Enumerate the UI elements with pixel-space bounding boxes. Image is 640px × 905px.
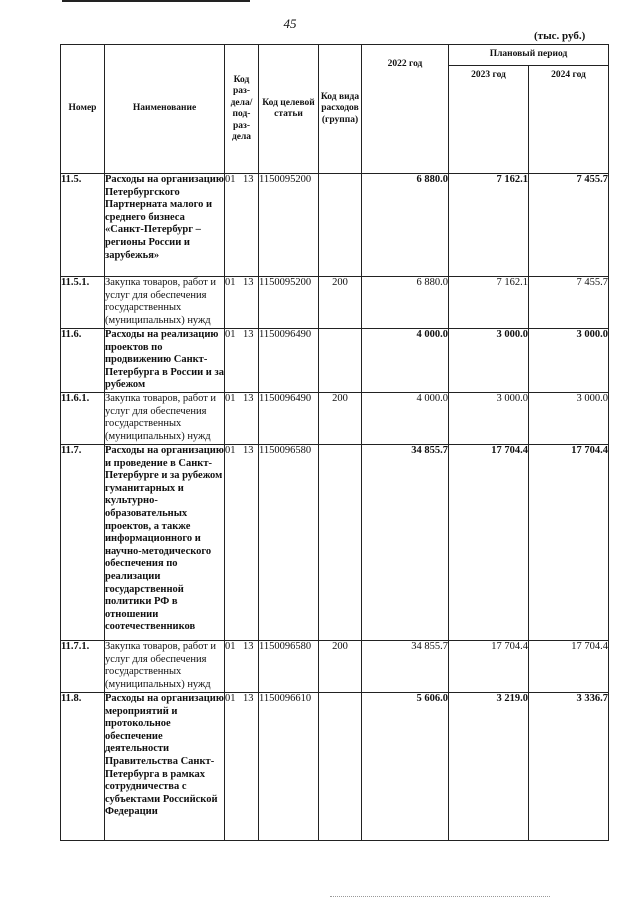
row-number: 11.6. bbox=[61, 329, 105, 393]
row-subsection: 13 bbox=[243, 692, 254, 704]
row-section: 01 bbox=[225, 174, 236, 185]
row-target-article: 1150096490 bbox=[259, 329, 319, 393]
row-expense-kind bbox=[319, 444, 362, 640]
row-value-2022: 4 000.0 bbox=[362, 329, 449, 393]
row-name: Закупка товаров, работ и услуг для обеспечения государственных (муниципальных) нужд bbox=[105, 392, 225, 444]
scan-marks bbox=[330, 896, 550, 898]
table-row bbox=[61, 444, 609, 640]
row-division bbox=[225, 640, 259, 692]
header-year-2022: 2022 год bbox=[362, 45, 449, 174]
row-number: 11.5.1. bbox=[61, 277, 105, 329]
row-value-2023: 3 000.0 bbox=[449, 392, 529, 444]
row-target-article: 1150095200 bbox=[259, 277, 319, 329]
header-division: Код раз- дела/ под- раз- дела bbox=[225, 45, 259, 174]
row-section: 01 bbox=[225, 277, 236, 288]
top-rule bbox=[62, 0, 250, 2]
row-target-article: 1150096490 bbox=[259, 392, 319, 444]
row-division bbox=[225, 277, 259, 329]
row-section: 01 bbox=[225, 392, 236, 404]
row-subsection: 13 bbox=[243, 444, 254, 456]
row-value-2023: 7 162.1 bbox=[449, 174, 529, 277]
row-value-2024: 3 336.7 bbox=[529, 692, 609, 840]
row-value-2022: 6 880.0 bbox=[362, 174, 449, 277]
row-section: 01 bbox=[225, 329, 236, 340]
row-value-2024: 7 455.7 bbox=[529, 174, 609, 277]
row-section: 01 bbox=[225, 444, 236, 456]
row-value-2022: 34 855.7 bbox=[362, 444, 449, 640]
page-number: 45 bbox=[283, 16, 297, 31]
header-name: Наименование bbox=[105, 45, 225, 174]
row-name: Расходы на организацию Петербургского Партнерната малого и среднего бизнеса «Санкт-Петербург – регионы России и зарубежья» bbox=[105, 174, 225, 277]
row-value-2022: 6 880.0 bbox=[362, 277, 449, 329]
row-target-article: 1150096580 bbox=[259, 444, 319, 640]
row-name: Закупка товаров, работ и услуг для обеспечения государственных (муниципальных) нужд bbox=[105, 277, 225, 329]
table-row bbox=[61, 692, 609, 840]
row-number: 11.8. bbox=[61, 692, 105, 840]
row-value-2024: 3 000.0 bbox=[529, 392, 609, 444]
row-value-2022: 4 000.0 bbox=[362, 392, 449, 444]
row-division bbox=[225, 329, 259, 393]
row-target-article: 1150096610 bbox=[259, 692, 319, 840]
header-year-2023: 2023 год bbox=[449, 66, 529, 174]
budget-body bbox=[61, 174, 609, 841]
row-subsection: 13 bbox=[243, 392, 254, 404]
row-number: 11.7. bbox=[61, 444, 105, 640]
row-name: Расходы на реализацию проектов по продвижению Санкт-Петербурга в России и за рубежом bbox=[105, 329, 225, 393]
budget-table bbox=[60, 44, 609, 841]
row-value-2023: 3 000.0 bbox=[449, 329, 529, 393]
row-value-2023: 3 219.0 bbox=[449, 692, 529, 840]
table-row bbox=[61, 329, 609, 393]
row-name: Расходы на организацию мероприятий и протокольное обеспечение деятельности Правительства Санкт-Петербурга в рамках сотрудничества с субъектами Российской Федерации bbox=[105, 692, 225, 840]
row-name: Расходы на организацию и проведение в Санкт-Петербурге и за рубежом гуманитарных и культурно-образовательных проектов, а также информационного и научно-методического обеспечения по реализации государственной политики РФ в отношении соотечественников bbox=[105, 444, 225, 640]
row-value-2024: 17 704.4 bbox=[529, 444, 609, 640]
row-division bbox=[225, 444, 259, 640]
row-section: 01 bbox=[225, 692, 236, 704]
row-expense-kind: 200 bbox=[319, 277, 362, 329]
header-year-2024: 2024 год bbox=[529, 66, 609, 174]
row-value-2024: 7 455.7 bbox=[529, 277, 609, 329]
row-subsection: 13 bbox=[243, 329, 254, 340]
row-value-2022: 34 855.7 bbox=[362, 640, 449, 692]
row-value-2024: 3 000.0 bbox=[529, 329, 609, 393]
table-row bbox=[61, 640, 609, 692]
row-number: 11.6.1. bbox=[61, 392, 105, 444]
row-subsection: 13 bbox=[243, 640, 254, 652]
row-name: Закупка товаров, работ и услуг для обеспечения государственных (муниципальных) нужд bbox=[105, 640, 225, 692]
units-label: (тыс. руб.) bbox=[534, 30, 586, 42]
row-division bbox=[225, 174, 259, 277]
row-value-2023: 7 162.1 bbox=[449, 277, 529, 329]
row-value-2024: 17 704.4 bbox=[529, 640, 609, 692]
table-row bbox=[61, 277, 609, 329]
row-division bbox=[225, 392, 259, 444]
header-planned-period: Плановый период bbox=[449, 45, 609, 66]
row-expense-kind: 200 bbox=[319, 392, 362, 444]
table-row bbox=[61, 174, 609, 277]
row-target-article: 1150096580 bbox=[259, 640, 319, 692]
table-row bbox=[61, 392, 609, 444]
row-expense-kind bbox=[319, 174, 362, 277]
header-number: Номер bbox=[61, 45, 105, 174]
row-value-2023: 17 704.4 bbox=[449, 640, 529, 692]
row-target-article: 1150095200 bbox=[259, 174, 319, 277]
row-section: 01 bbox=[225, 640, 236, 652]
row-value-2022: 5 606.0 bbox=[362, 692, 449, 840]
header-expense-kind: Код вида расходов (группа) bbox=[319, 45, 362, 174]
row-expense-kind bbox=[319, 692, 362, 840]
row-number: 11.7.1. bbox=[61, 640, 105, 692]
row-subsection: 13 bbox=[243, 174, 254, 185]
row-division bbox=[225, 692, 259, 840]
row-expense-kind: 200 bbox=[319, 640, 362, 692]
row-number: 11.5. bbox=[61, 174, 105, 277]
row-expense-kind bbox=[319, 329, 362, 393]
header-target-article: Код целевой статьи bbox=[259, 45, 319, 174]
row-value-2023: 17 704.4 bbox=[449, 444, 529, 640]
row-subsection: 13 bbox=[243, 277, 254, 288]
